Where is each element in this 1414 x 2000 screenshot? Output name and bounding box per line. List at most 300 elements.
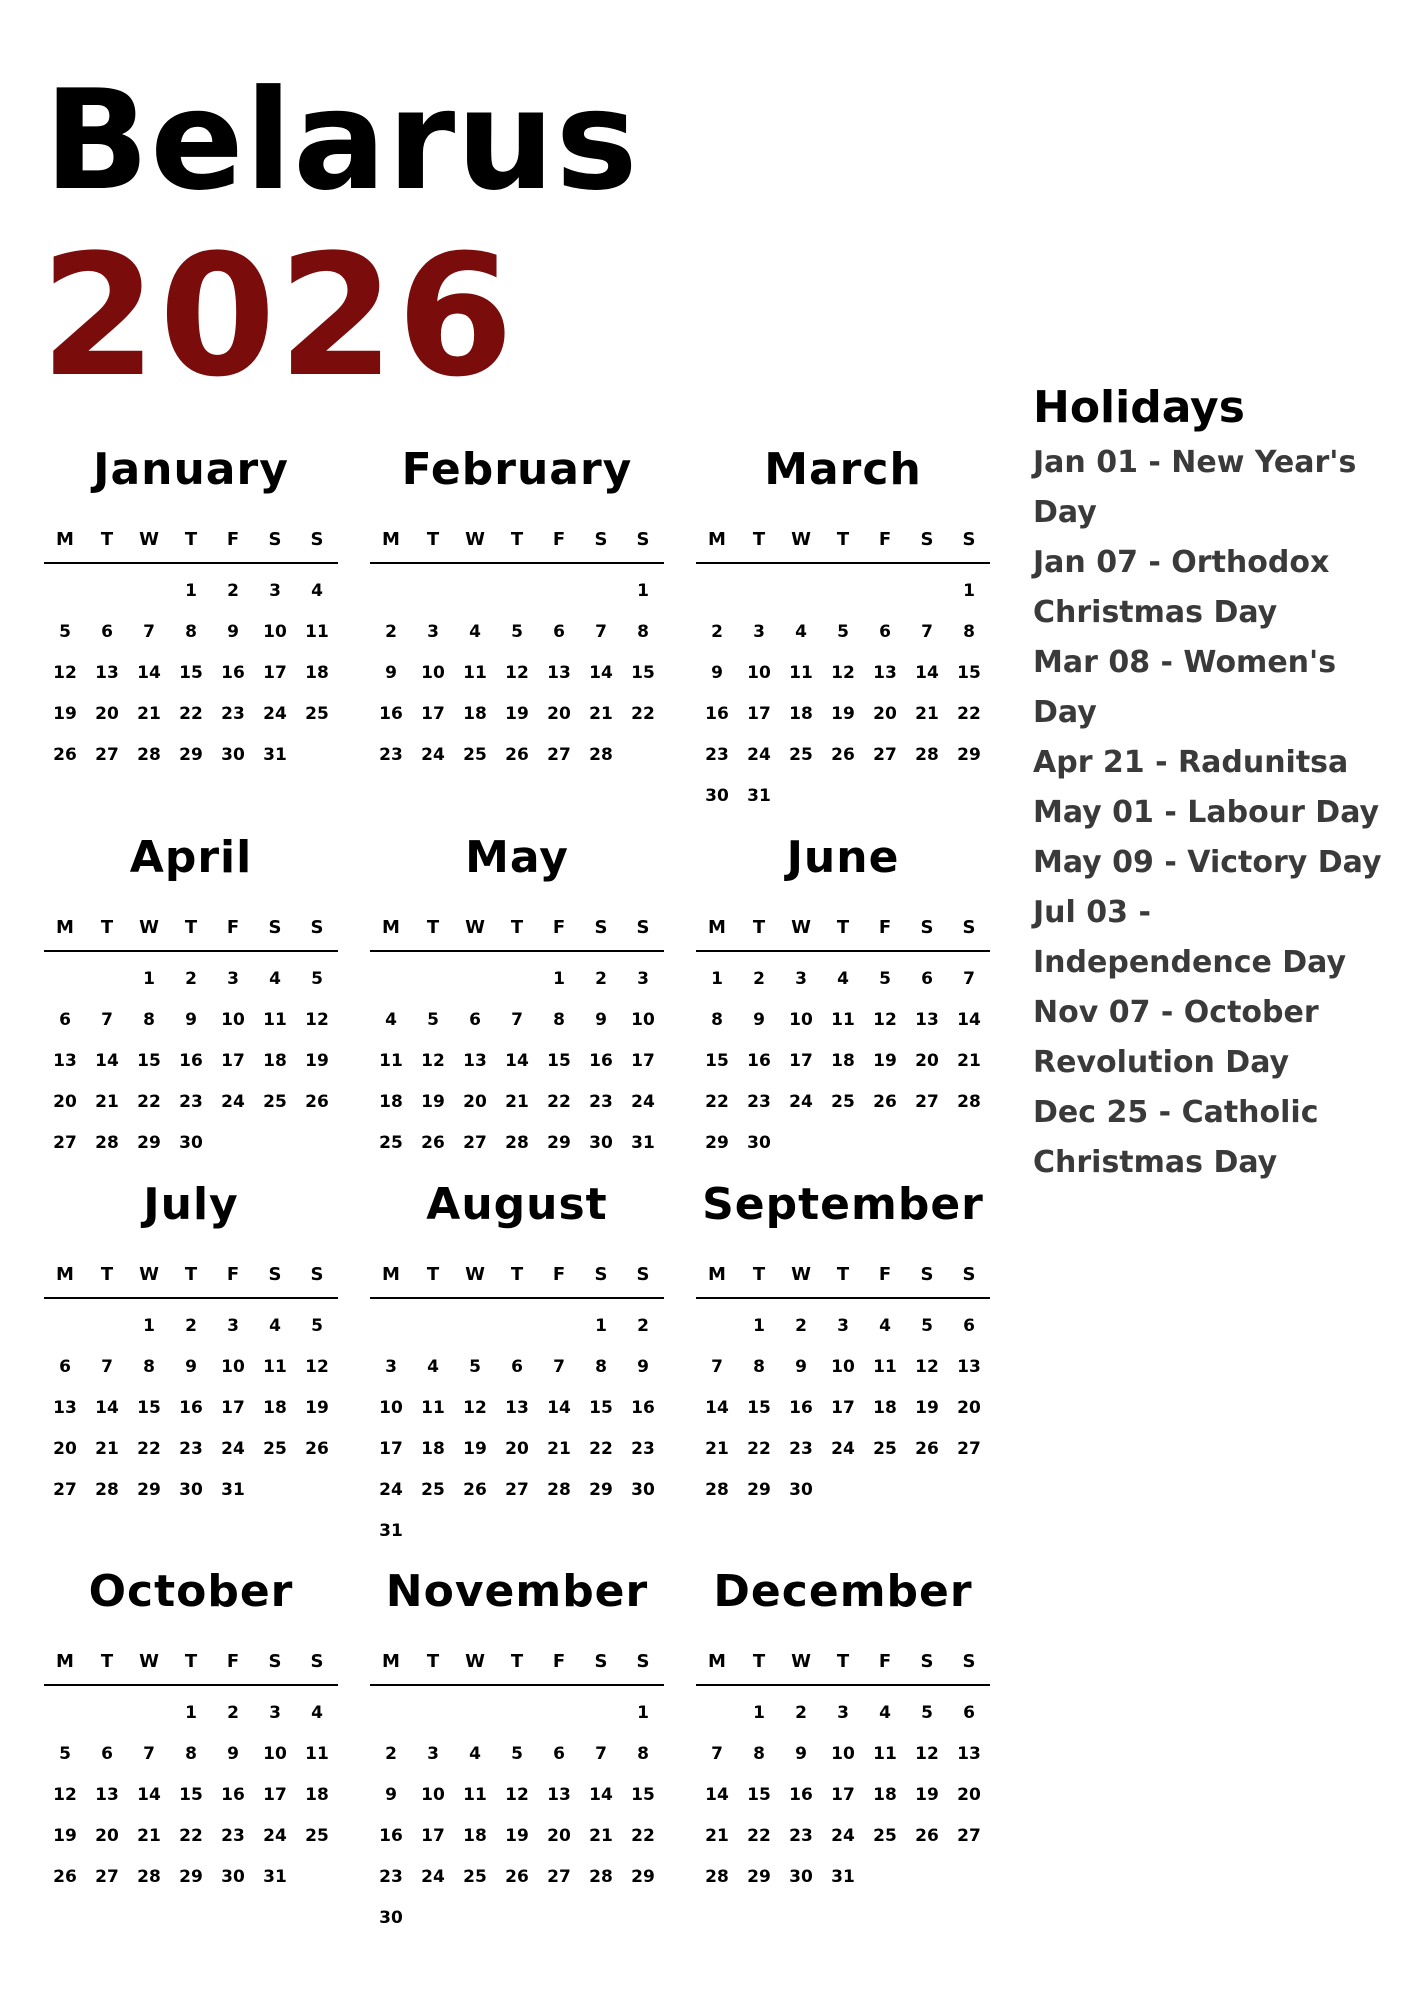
day-cell: 11 bbox=[263, 1356, 287, 1377]
day-cell: 30 bbox=[179, 1479, 203, 1500]
day-cell: 1 bbox=[637, 1702, 649, 1723]
day-cell: 7 bbox=[711, 1356, 723, 1377]
day-cell: 14 bbox=[547, 1397, 571, 1418]
weekday-header-row bbox=[696, 1642, 990, 1680]
holiday-item: Apr 21 - Radunitsa bbox=[1033, 745, 1349, 780]
week-row bbox=[44, 1387, 338, 1428]
week-row bbox=[44, 693, 338, 734]
day-cell: 17 bbox=[221, 1050, 245, 1071]
weekday-label: T bbox=[100, 916, 114, 938]
day-cell: 4 bbox=[469, 621, 481, 642]
day-cell: 7 bbox=[595, 621, 607, 642]
weekday-label: M bbox=[382, 1263, 400, 1285]
day-cell: 29 bbox=[547, 1132, 571, 1153]
day-cell: 6 bbox=[963, 1702, 975, 1723]
day-cell: 11 bbox=[831, 1009, 855, 1030]
weekday-header-row bbox=[370, 908, 664, 946]
week-row bbox=[44, 1469, 338, 1510]
day-cell: 11 bbox=[873, 1356, 897, 1377]
weekday-label: S bbox=[962, 1263, 976, 1285]
day-cell: 16 bbox=[789, 1397, 813, 1418]
day-cell: 2 bbox=[637, 1315, 649, 1336]
month-days bbox=[44, 958, 338, 1163]
day-cell: 24 bbox=[747, 744, 771, 765]
day-cell: 13 bbox=[547, 662, 571, 683]
week-row bbox=[44, 1122, 338, 1163]
month-august bbox=[370, 1175, 664, 1551]
month-may bbox=[370, 828, 664, 1163]
week-row bbox=[370, 999, 664, 1040]
weekday-label: T bbox=[100, 528, 114, 550]
weekday-label: S bbox=[920, 1650, 934, 1672]
day-cell: 4 bbox=[427, 1356, 439, 1377]
month-name: October bbox=[88, 1566, 294, 1617]
week-row bbox=[696, 1815, 990, 1856]
day-cell: 17 bbox=[421, 703, 445, 724]
day-cell: 20 bbox=[463, 1091, 487, 1112]
weekday-label: M bbox=[56, 528, 74, 550]
day-cell: 18 bbox=[305, 1784, 329, 1805]
weekday-label: S bbox=[310, 1263, 324, 1285]
day-cell: 21 bbox=[95, 1438, 119, 1459]
weekday-label: S bbox=[594, 1263, 608, 1285]
header-divider bbox=[44, 562, 338, 564]
day-cell: 5 bbox=[511, 621, 523, 642]
day-cell: 25 bbox=[463, 1866, 487, 1887]
day-cell: 13 bbox=[547, 1784, 571, 1805]
day-cell: 16 bbox=[705, 703, 729, 724]
week-row bbox=[696, 958, 990, 999]
day-cell: 29 bbox=[747, 1866, 771, 1887]
day-cell: 23 bbox=[179, 1091, 203, 1112]
day-cell: 12 bbox=[505, 662, 529, 683]
day-cell: 15 bbox=[547, 1050, 571, 1071]
day-cell: 22 bbox=[631, 703, 655, 724]
day-cell: 28 bbox=[505, 1132, 529, 1153]
month-april bbox=[44, 828, 338, 1163]
month-days bbox=[696, 958, 990, 1163]
day-cell: 12 bbox=[421, 1050, 445, 1071]
week-row bbox=[370, 652, 664, 693]
day-cell: 27 bbox=[547, 1866, 571, 1887]
week-row bbox=[696, 1774, 990, 1815]
day-cell: 20 bbox=[873, 703, 897, 724]
day-cell: 11 bbox=[305, 621, 329, 642]
week-row bbox=[44, 734, 338, 775]
day-cell: 7 bbox=[595, 1743, 607, 1764]
header-divider bbox=[696, 1297, 990, 1299]
weekday-label: S bbox=[920, 528, 934, 550]
day-cell: 8 bbox=[143, 1356, 155, 1377]
day-cell: 21 bbox=[547, 1438, 571, 1459]
day-cell: 8 bbox=[753, 1743, 765, 1764]
day-cell: 4 bbox=[311, 1702, 323, 1723]
day-cell: 26 bbox=[915, 1825, 939, 1846]
weekday-label: W bbox=[791, 528, 811, 550]
day-cell: 31 bbox=[221, 1479, 245, 1500]
day-cell: 29 bbox=[631, 1866, 655, 1887]
day-cell: 5 bbox=[879, 968, 891, 989]
day-cell: 7 bbox=[143, 621, 155, 642]
weekday-label: T bbox=[510, 528, 524, 550]
day-cell: 24 bbox=[379, 1479, 403, 1500]
month-september bbox=[696, 1175, 990, 1510]
weekday-label: T bbox=[426, 528, 440, 550]
week-row bbox=[44, 1428, 338, 1469]
week-row bbox=[370, 958, 664, 999]
day-cell: 5 bbox=[511, 1743, 523, 1764]
day-cell: 10 bbox=[831, 1356, 855, 1377]
weekday-label: T bbox=[100, 1650, 114, 1672]
weekday-label: M bbox=[708, 528, 726, 550]
day-cell: 22 bbox=[631, 1825, 655, 1846]
month-december bbox=[696, 1562, 990, 1897]
day-cell: 8 bbox=[185, 1743, 197, 1764]
week-row bbox=[696, 734, 990, 775]
week-row bbox=[44, 570, 338, 611]
day-cell: 6 bbox=[59, 1356, 71, 1377]
day-cell: 14 bbox=[915, 662, 939, 683]
weekday-label: M bbox=[56, 916, 74, 938]
weekday-label: T bbox=[836, 916, 850, 938]
day-cell: 3 bbox=[753, 621, 765, 642]
header-divider bbox=[370, 562, 664, 564]
month-name: March bbox=[764, 444, 922, 495]
day-cell: 17 bbox=[379, 1438, 403, 1459]
weekday-label: S bbox=[268, 1263, 282, 1285]
weekday-label: S bbox=[920, 1263, 934, 1285]
day-cell: 18 bbox=[789, 703, 813, 724]
day-cell: 1 bbox=[553, 968, 565, 989]
week-row bbox=[696, 999, 990, 1040]
weekday-label: S bbox=[268, 1650, 282, 1672]
day-cell: 6 bbox=[921, 968, 933, 989]
day-cell: 2 bbox=[795, 1702, 807, 1723]
day-cell: 14 bbox=[589, 1784, 613, 1805]
day-cell: 7 bbox=[143, 1743, 155, 1764]
day-cell: 17 bbox=[221, 1397, 245, 1418]
day-cell: 23 bbox=[747, 1091, 771, 1112]
week-row bbox=[370, 734, 664, 775]
day-cell: 29 bbox=[589, 1479, 613, 1500]
day-cell: 19 bbox=[915, 1397, 939, 1418]
day-cell: 29 bbox=[137, 1479, 161, 1500]
day-cell: 1 bbox=[753, 1702, 765, 1723]
day-cell: 6 bbox=[101, 621, 113, 642]
day-cell: 16 bbox=[179, 1397, 203, 1418]
week-row bbox=[696, 1856, 990, 1897]
day-cell: 31 bbox=[379, 1520, 403, 1541]
day-cell: 13 bbox=[505, 1397, 529, 1418]
day-cell: 18 bbox=[421, 1438, 445, 1459]
day-cell: 16 bbox=[789, 1784, 813, 1805]
day-cell: 5 bbox=[59, 621, 71, 642]
weekday-header-row bbox=[696, 908, 990, 946]
day-cell: 11 bbox=[789, 662, 813, 683]
day-cell: 23 bbox=[631, 1438, 655, 1459]
header-divider bbox=[696, 562, 990, 564]
weekday-header-row bbox=[44, 1642, 338, 1680]
day-cell: 11 bbox=[379, 1050, 403, 1071]
week-row bbox=[370, 1897, 664, 1938]
day-cell: 27 bbox=[95, 1866, 119, 1887]
weekday-header-row bbox=[696, 1255, 990, 1293]
day-cell: 24 bbox=[831, 1825, 855, 1846]
day-cell: 16 bbox=[589, 1050, 613, 1071]
day-cell: 23 bbox=[379, 1866, 403, 1887]
day-cell: 10 bbox=[221, 1356, 245, 1377]
day-cell: 24 bbox=[789, 1091, 813, 1112]
weekday-label: W bbox=[791, 916, 811, 938]
day-cell: 6 bbox=[469, 1009, 481, 1030]
holiday-item: May 09 - Victory Day bbox=[1033, 845, 1382, 880]
day-cell: 1 bbox=[185, 1702, 197, 1723]
month-days bbox=[370, 1305, 664, 1551]
day-cell: 29 bbox=[957, 744, 981, 765]
day-cell: 7 bbox=[511, 1009, 523, 1030]
day-cell: 30 bbox=[747, 1132, 771, 1153]
day-cell: 8 bbox=[595, 1356, 607, 1377]
day-cell: 28 bbox=[915, 744, 939, 765]
day-cell: 22 bbox=[747, 1825, 771, 1846]
day-cell: 13 bbox=[53, 1397, 77, 1418]
day-cell: 16 bbox=[221, 1784, 245, 1805]
day-cell: 26 bbox=[463, 1479, 487, 1500]
day-cell: 2 bbox=[185, 968, 197, 989]
day-cell: 9 bbox=[385, 1784, 397, 1805]
weekday-label: M bbox=[708, 916, 726, 938]
day-cell: 12 bbox=[915, 1356, 939, 1377]
day-cell: 1 bbox=[711, 968, 723, 989]
week-row bbox=[370, 1428, 664, 1469]
day-cell: 29 bbox=[179, 744, 203, 765]
day-cell: 23 bbox=[589, 1091, 613, 1112]
day-cell: 30 bbox=[179, 1132, 203, 1153]
day-cell: 20 bbox=[547, 703, 571, 724]
day-cell: 18 bbox=[463, 1825, 487, 1846]
weekday-label: M bbox=[382, 916, 400, 938]
day-cell: 12 bbox=[873, 1009, 897, 1030]
day-cell: 28 bbox=[137, 744, 161, 765]
day-cell: 12 bbox=[53, 1784, 77, 1805]
day-cell: 25 bbox=[789, 744, 813, 765]
day-cell: 23 bbox=[221, 1825, 245, 1846]
day-cell: 16 bbox=[379, 1825, 403, 1846]
day-cell: 7 bbox=[101, 1356, 113, 1377]
day-cell: 10 bbox=[789, 1009, 813, 1030]
day-cell: 29 bbox=[137, 1132, 161, 1153]
day-cell: 8 bbox=[711, 1009, 723, 1030]
day-cell: 2 bbox=[227, 1702, 239, 1723]
week-row bbox=[370, 1122, 664, 1163]
day-cell: 30 bbox=[705, 785, 729, 806]
day-cell: 17 bbox=[831, 1784, 855, 1805]
day-cell: 3 bbox=[385, 1356, 397, 1377]
week-row bbox=[44, 1856, 338, 1897]
day-cell: 5 bbox=[311, 1315, 323, 1336]
day-cell: 28 bbox=[589, 1866, 613, 1887]
day-cell: 11 bbox=[421, 1397, 445, 1418]
weekday-label: S bbox=[920, 916, 934, 938]
month-february bbox=[370, 440, 664, 775]
day-cell: 25 bbox=[873, 1438, 897, 1459]
holiday-item: Dec 25 - Catholic Christmas Day bbox=[1033, 1095, 1319, 1180]
weekday-label: T bbox=[100, 1263, 114, 1285]
week-row bbox=[696, 1428, 990, 1469]
calendar-country-title: Belarus bbox=[44, 60, 639, 221]
week-row bbox=[44, 611, 338, 652]
day-cell: 18 bbox=[831, 1050, 855, 1071]
weekday-label: S bbox=[636, 528, 650, 550]
day-cell: 4 bbox=[879, 1702, 891, 1723]
day-cell: 23 bbox=[179, 1438, 203, 1459]
day-cell: 17 bbox=[789, 1050, 813, 1071]
day-cell: 17 bbox=[263, 662, 287, 683]
day-cell: 19 bbox=[463, 1438, 487, 1459]
weekday-label: M bbox=[382, 528, 400, 550]
day-cell: 13 bbox=[957, 1356, 981, 1377]
day-cell: 28 bbox=[95, 1132, 119, 1153]
month-days bbox=[696, 1692, 990, 1897]
header-divider bbox=[44, 950, 338, 952]
day-cell: 25 bbox=[463, 744, 487, 765]
week-row bbox=[44, 1081, 338, 1122]
day-cell: 3 bbox=[837, 1702, 849, 1723]
weekday-label: M bbox=[56, 1263, 74, 1285]
month-november bbox=[370, 1562, 664, 1938]
day-cell: 7 bbox=[553, 1356, 565, 1377]
week-row bbox=[370, 570, 664, 611]
weekday-label: T bbox=[184, 1650, 198, 1672]
week-row bbox=[44, 958, 338, 999]
week-row bbox=[44, 999, 338, 1040]
day-cell: 5 bbox=[837, 621, 849, 642]
weekday-label: W bbox=[139, 916, 159, 938]
day-cell: 26 bbox=[505, 1866, 529, 1887]
week-row bbox=[370, 1305, 664, 1346]
day-cell: 1 bbox=[963, 580, 975, 601]
day-cell: 20 bbox=[957, 1397, 981, 1418]
week-row bbox=[370, 1856, 664, 1897]
weekday-label: S bbox=[268, 916, 282, 938]
day-cell: 4 bbox=[469, 1743, 481, 1764]
day-cell: 27 bbox=[547, 744, 571, 765]
month-name: November bbox=[385, 1566, 649, 1617]
day-cell: 18 bbox=[305, 662, 329, 683]
weekday-label: W bbox=[139, 528, 159, 550]
day-cell: 9 bbox=[185, 1009, 197, 1030]
month-name: August bbox=[426, 1179, 608, 1230]
weekday-label: T bbox=[752, 528, 766, 550]
month-days bbox=[44, 570, 338, 775]
day-cell: 19 bbox=[505, 703, 529, 724]
day-cell: 21 bbox=[705, 1438, 729, 1459]
weekday-header-row bbox=[370, 520, 664, 558]
weekday-label: T bbox=[426, 916, 440, 938]
day-cell: 20 bbox=[957, 1784, 981, 1805]
weekday-label: F bbox=[878, 916, 892, 938]
day-cell: 12 bbox=[915, 1743, 939, 1764]
day-cell: 2 bbox=[385, 621, 397, 642]
day-cell: 15 bbox=[957, 662, 981, 683]
day-cell: 27 bbox=[957, 1438, 981, 1459]
day-cell: 17 bbox=[263, 1784, 287, 1805]
day-cell: 9 bbox=[795, 1743, 807, 1764]
day-cell: 30 bbox=[221, 1866, 245, 1887]
day-cell: 24 bbox=[263, 703, 287, 724]
day-cell: 26 bbox=[53, 744, 77, 765]
day-cell: 10 bbox=[263, 621, 287, 642]
day-cell: 20 bbox=[915, 1050, 939, 1071]
holidays-list bbox=[1033, 438, 1393, 1188]
day-cell: 1 bbox=[143, 1315, 155, 1336]
day-cell: 24 bbox=[221, 1091, 245, 1112]
day-cell: 14 bbox=[957, 1009, 981, 1030]
day-cell: 30 bbox=[379, 1907, 403, 1928]
day-cell: 4 bbox=[311, 580, 323, 601]
day-cell: 4 bbox=[879, 1315, 891, 1336]
day-cell: 21 bbox=[137, 1825, 161, 1846]
week-row bbox=[696, 652, 990, 693]
day-cell: 17 bbox=[831, 1397, 855, 1418]
day-cell: 3 bbox=[227, 1315, 239, 1336]
day-cell: 27 bbox=[873, 744, 897, 765]
day-cell: 7 bbox=[963, 968, 975, 989]
day-cell: 1 bbox=[143, 968, 155, 989]
day-cell: 5 bbox=[427, 1009, 439, 1030]
day-cell: 11 bbox=[463, 662, 487, 683]
day-cell: 9 bbox=[385, 662, 397, 683]
day-cell: 14 bbox=[137, 1784, 161, 1805]
day-cell: 30 bbox=[789, 1479, 813, 1500]
day-cell: 22 bbox=[137, 1091, 161, 1112]
day-cell: 8 bbox=[143, 1009, 155, 1030]
weekday-header-row bbox=[44, 520, 338, 558]
week-row bbox=[696, 693, 990, 734]
month-days bbox=[696, 1305, 990, 1510]
header-divider bbox=[696, 950, 990, 952]
day-cell: 15 bbox=[137, 1050, 161, 1071]
day-cell: 20 bbox=[547, 1825, 571, 1846]
day-cell: 30 bbox=[631, 1479, 655, 1500]
weekday-label: T bbox=[752, 916, 766, 938]
month-march bbox=[696, 440, 990, 816]
day-cell: 4 bbox=[837, 968, 849, 989]
day-cell: 12 bbox=[305, 1009, 329, 1030]
day-cell: 5 bbox=[311, 968, 323, 989]
week-row bbox=[696, 1387, 990, 1428]
week-row bbox=[696, 1733, 990, 1774]
day-cell: 8 bbox=[637, 621, 649, 642]
day-cell: 25 bbox=[831, 1091, 855, 1112]
day-cell: 29 bbox=[179, 1866, 203, 1887]
week-row bbox=[370, 693, 664, 734]
weekday-header-row bbox=[44, 908, 338, 946]
day-cell: 9 bbox=[711, 662, 723, 683]
month-days bbox=[44, 1692, 338, 1897]
weekday-label: F bbox=[552, 916, 566, 938]
week-row bbox=[44, 1040, 338, 1081]
holiday-item: Mar 08 - Women's Day bbox=[1033, 645, 1337, 730]
day-cell: 22 bbox=[957, 703, 981, 724]
weekday-label: M bbox=[708, 1650, 726, 1672]
day-cell: 15 bbox=[589, 1397, 613, 1418]
day-cell: 22 bbox=[547, 1091, 571, 1112]
weekday-label: F bbox=[552, 1263, 566, 1285]
day-cell: 25 bbox=[379, 1132, 403, 1153]
day-cell: 11 bbox=[873, 1743, 897, 1764]
day-cell: 18 bbox=[263, 1050, 287, 1071]
